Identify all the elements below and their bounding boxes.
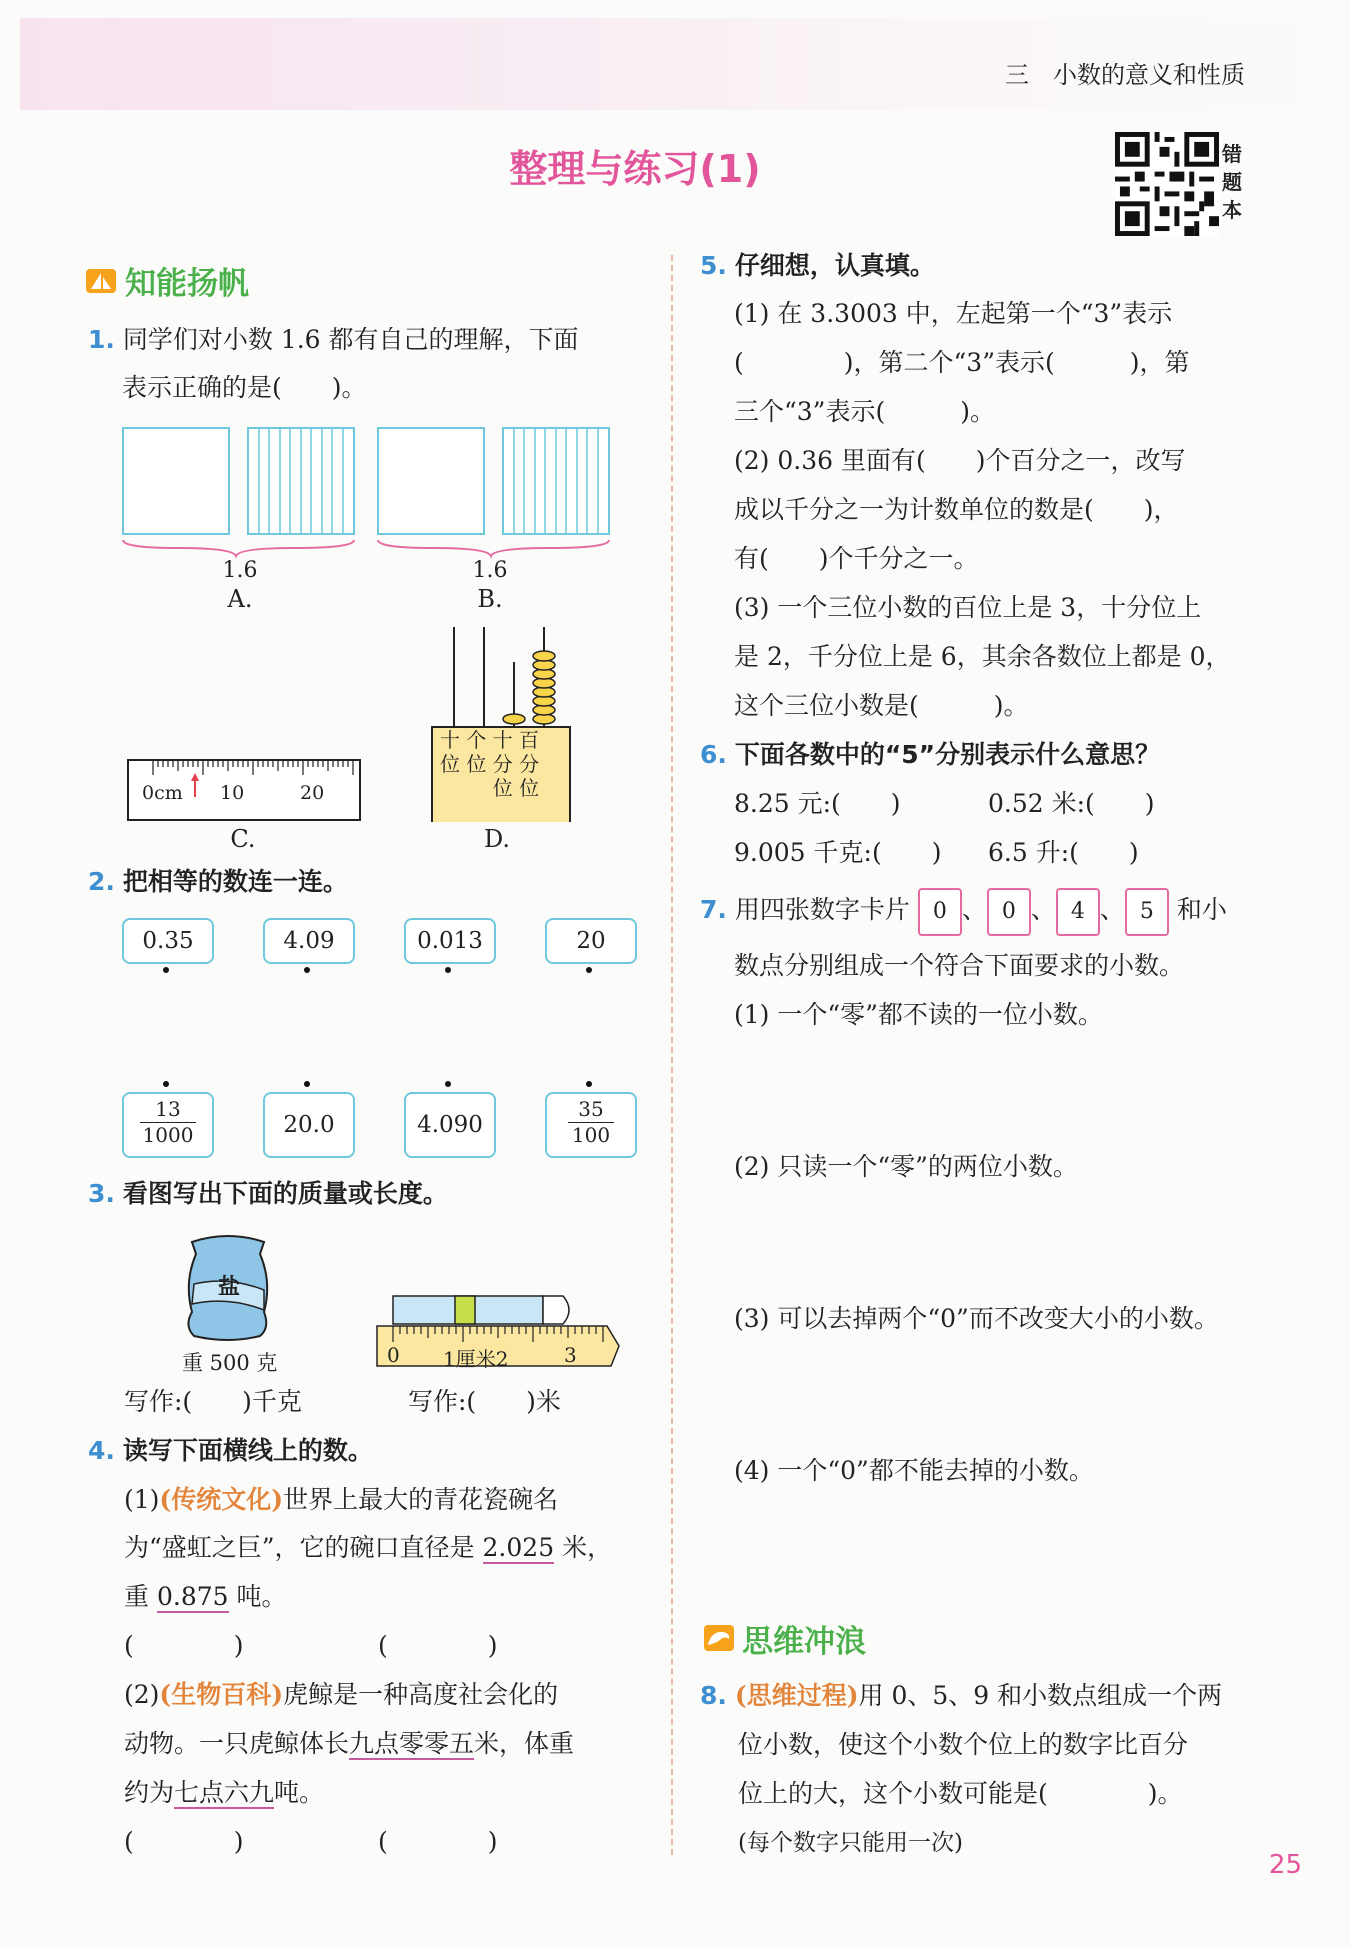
match-dot[interactable]	[445, 967, 451, 973]
q5-line: 有( )个千分之一。	[734, 544, 979, 573]
q7-sub-3: (3) 可以去掉两个“0”而不改变大小的小数。	[734, 1304, 1219, 1333]
question-7: 7. 用四张数字卡片 0 、 0 、 4 、 5 和小	[700, 884, 1227, 936]
brace-label-b: 1.6	[472, 558, 508, 583]
match-bottom-4[interactable]: 35 100	[545, 1092, 637, 1158]
q6-item[interactable]: 8.25 元:( )	[734, 789, 901, 818]
q5-line: (1) 在 3.3003 中，左起第一个“3”表示	[734, 299, 1173, 328]
ruler-label-20: 20	[300, 782, 325, 804]
q1-figure-ab	[118, 420, 618, 620]
qr-code-icon[interactable]	[1115, 132, 1219, 236]
match-dot[interactable]	[304, 1081, 310, 1087]
question-4: 4. 读写下面横线上的数。	[88, 1436, 373, 1465]
match-top-4[interactable]: 20	[545, 918, 637, 964]
question-1-line2: 表示正确的是( )。	[122, 373, 367, 402]
ruler-label-0: 0cm	[142, 782, 183, 804]
match-top-1[interactable]: 0.35	[122, 918, 214, 964]
q5-line: (2) 0.36 里面有( )个百分之一，改写	[734, 446, 1186, 475]
q5-line: 这个三位小数是( )。	[734, 691, 1029, 720]
ruler2-label-3: 3	[564, 1343, 577, 1367]
q6-item[interactable]: 6.5 升:( )	[988, 838, 1139, 867]
q6-item[interactable]: 0.52 米:( )	[988, 789, 1155, 818]
chapter-title: 三 小数的意义和性质	[1005, 61, 1245, 89]
question-6: 6. 下面各数中的“5”分别表示什么意思？	[700, 740, 1161, 769]
q4-part1-line1: (1)(传统文化)世界上最大的青花瓷碗名	[124, 1485, 559, 1514]
sail-icon	[85, 265, 119, 295]
match-dot[interactable]	[163, 967, 169, 973]
q5-line: ( )，第二个“3”表示( )，第	[734, 348, 1190, 377]
q8-line3: 位上的大，这个小数可能是( )。	[738, 1779, 1183, 1808]
q5-line: 是 2，千分位上是 6，其余各数位上都是 0，	[734, 642, 1231, 671]
match-top-2[interactable]: 4.09	[263, 918, 355, 964]
match-dot[interactable]	[445, 1081, 451, 1087]
question-5: 5. 仔细想，认真填。	[700, 251, 935, 280]
brace-label-a: 1.6	[222, 558, 258, 583]
write-answer-2[interactable]: 写作:( )米	[408, 1387, 561, 1416]
write-answer-1[interactable]: 写作:( )千克	[124, 1387, 302, 1416]
q4-part2-line2: 动物。一只虎鲸体长九点零零五米，体重	[124, 1729, 575, 1758]
q5-line: 三个“3”表示( )。	[734, 397, 995, 426]
digit-card: 0	[987, 888, 1031, 936]
page-number: 25	[1268, 1850, 1302, 1880]
salt-label: 盐	[218, 1274, 241, 1300]
column-divider	[671, 255, 673, 1855]
match-bottom-2[interactable]: 20.0	[263, 1092, 355, 1158]
q5-line: 成以千分之一为计数单位的数是( )，	[734, 495, 1179, 524]
q7-sub-2: (2) 只读一个“零”的两位小数。	[734, 1152, 1078, 1181]
ruler2-label-0: 0	[387, 1343, 400, 1367]
q7-sub-4: (4) 一个“0”都不能去掉的小数。	[734, 1456, 1094, 1485]
option-b[interactable]: B.	[477, 585, 503, 613]
digit-card: 5	[1125, 888, 1169, 936]
abacus-labels: 十 个 十 百 位 位 分 分 位 位	[440, 728, 540, 800]
page-title: 整理与练习(1)	[509, 147, 761, 191]
wave-icon	[703, 1623, 735, 1653]
question-3: 3. 看图写出下面的质量或长度。	[88, 1179, 448, 1208]
q4-part1-line2: 为“盛虹之巨”，它的碗口直径是 2.025 米，	[124, 1533, 613, 1562]
q7-line2: 数点分别组成一个符合下面要求的小数。	[734, 951, 1185, 980]
answer-blank[interactable]: ( )	[124, 1827, 244, 1856]
digit-card: 4	[1056, 888, 1100, 936]
q4-part2-line3: 约为七点六九吨。	[124, 1778, 325, 1807]
match-dot[interactable]	[163, 1081, 169, 1087]
match-bottom-1[interactable]: 13 1000	[122, 1092, 214, 1158]
section-title-1: 知能扬帆	[125, 266, 249, 302]
section-title-2: 思维冲浪	[742, 1624, 866, 1660]
option-a[interactable]: A.	[227, 585, 253, 613]
option-d[interactable]: D.	[483, 825, 510, 853]
digit-card: 0	[918, 888, 962, 936]
question-8: 8. (思维过程)用 0、5、9 和小数点组成一个两	[700, 1681, 1223, 1710]
match-top-3[interactable]: 0.013	[404, 918, 496, 964]
answer-blank[interactable]: ( )	[378, 1827, 498, 1856]
ruler2-label-1-2: 1厘米2	[443, 1347, 509, 1371]
q5-line: (3) 一个三位小数的百位上是 3，十分位上	[734, 593, 1202, 622]
q4-part2-line1: (2)(生物百科)虎鲸是一种高度社会化的	[124, 1680, 559, 1709]
q4-part1-line3: 重 0.875 吨。	[124, 1582, 287, 1611]
q8-line2: 位小数，使这个小数个位上的数字比百分	[738, 1730, 1189, 1759]
match-bottom-3[interactable]: 4.090	[404, 1092, 496, 1158]
answer-blank[interactable]: ( )	[124, 1631, 244, 1660]
option-c[interactable]: C.	[230, 825, 256, 853]
answer-blank[interactable]: ( )	[378, 1631, 498, 1660]
match-dot[interactable]	[586, 967, 592, 973]
qr-label: 错 题 本	[1222, 142, 1242, 222]
q7-sub-1: (1) 一个“零”都不读的一位小数。	[734, 1000, 1103, 1029]
q6-item[interactable]: 9.005 千克:( )	[734, 838, 942, 867]
match-dot[interactable]	[586, 1081, 592, 1087]
ruler-label-10: 10	[220, 782, 245, 804]
q8-note: (每个数字只能用一次)	[738, 1830, 963, 1856]
weight-label: 重 500 克	[182, 1351, 278, 1375]
match-dot[interactable]	[304, 967, 310, 973]
question-2: 2. 把相等的数连一连。	[88, 867, 348, 896]
question-1: 1. 同学们对小数 1.6 都有自己的理解，下面	[88, 325, 579, 354]
